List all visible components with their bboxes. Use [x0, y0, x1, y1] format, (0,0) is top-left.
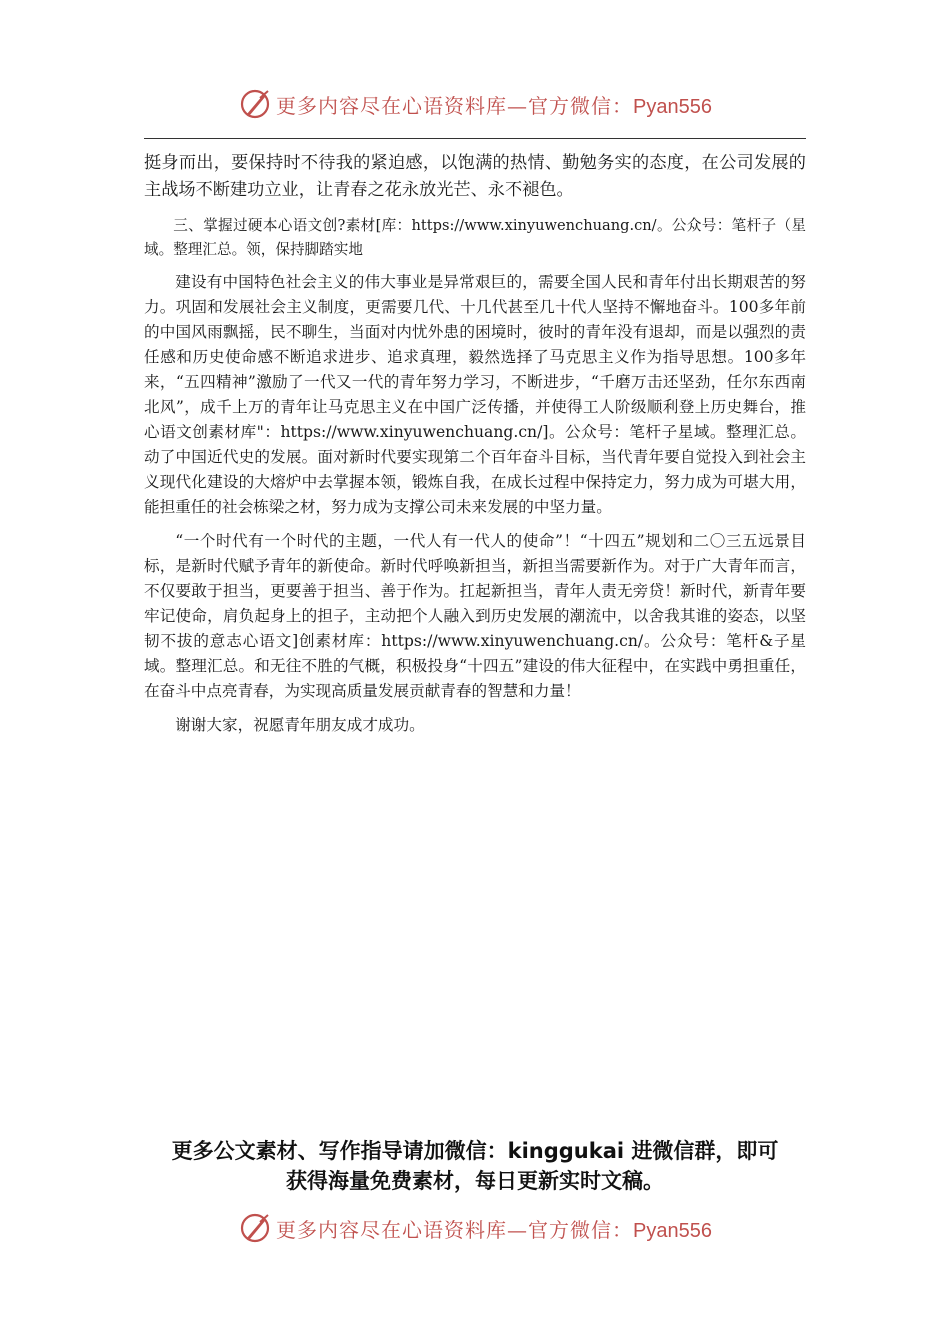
footer-brand-label: 更多内容尽在心语资料库—官方微信：: [276, 1217, 634, 1242]
footer-brand-handle: Pyan556: [633, 1219, 712, 1242]
quill-logo-icon: [238, 1211, 272, 1245]
header-divider: [144, 138, 806, 139]
footer-brand: [0, 1208, 950, 1248]
promo-line-2: 获得海量免费素材，每日更新实时文稿。: [286, 1169, 664, 1193]
header-brand-text: [276, 90, 712, 119]
paragraph-2: 三、掌握过硬本心语文创?素材[库：https://www.xinyuwenchuang.cn/。公众号：笔杆子（星域。整理汇总。领，保持脚踏实地: [144, 217, 806, 258]
document-body: [144, 150, 806, 747]
paragraph-5: 谢谢大家，祝愿青年朋友成才成功。: [175, 716, 425, 734]
quill-logo-icon: [238, 87, 272, 121]
header-brand-label: 更多内容尽在心语资料库—官方微信：: [276, 93, 634, 118]
promo-text: [0, 1136, 950, 1196]
header-brand: [0, 84, 950, 124]
paragraph-4: “一个时代有一个时代的主题，一代人有一代人的使命”！“十四五”规划和二〇三五远景目标，是新时代赋予青年的新使命。新时代呼唤新担当，新担当需要新作为。对于广大青年而言，不仅要敢于担当，更要善于担当、善于作为。扛起新担当，青年人责无旁贷！新时代，新青年要牢记使命，肩负起身上的担子，主动把个人融入到历史发展的潮流中，以舍我其谁的姿态，以坚韧不拔的意志心语文]创素材库：https://www.xinyuwenchuang.cn/。公众号：笔杆&子星域。整理汇总。和无往不胜的气概，积极投身“十四五”建设的伟大征程中，在实践中勇担重任， 在奋斗中点亮青春，为实现高质量发展贡献青春的智慧和力量！: [144, 532, 806, 700]
header-brand-handle: Pyan556: [633, 95, 712, 118]
paragraph-3: 建设有中国特色社会主义的伟大事业是异常艰巨的，需要全国人民和青年付出长期艰苦的努力。巩固和发展社会主义制度，更需要几代、十几代甚至几十代人坚持不懈地奋斗。100多年前的中国风雨飘摇，民不聊生，当面对内忧外患的困境时，彼时的青年没有退却，而是以强烈的责任感和历史使命感不断追求进步、追求真理，毅然选择了马克思主义作为指导思想。100多年来，“五四精神”激励了一代又一代的青年努力学习，不断进步，“千磨万击还坚劲，任尔东西南北风”，成千上万的青年让马克思主义在中国广泛传播，并使得工人阶级顺利登上历史舞台，推心语文创素材库"：https://www.xinyuwenchuang.cn/]。公众号：笔杆子星域。整理汇总。动了中国近代史的发展。面对新时代要实现第二个百年奋斗目标，当代青年要自觉投入到社会主义现代化建设的大熔炉中去掌握本领，锻炼自我，在成长过程中保持定力，努力成为可堪大用，能担重任的社会栋梁之材，努力成为支撑公司未来发展的中坚力量。: [144, 273, 806, 516]
promo-line-1: 更多公文素材、写作指导请加微信：kinggukai 进微信群，即可: [171, 1139, 779, 1163]
footer-brand-text: [276, 1214, 712, 1243]
paragraph-1: 挺身而出，要保持时不待我的紧迫感，以饱满的热情、勤勉务实的态度，在公司发展的主战场不断建功立业，让青春之花永放光芒、永不褪色。: [144, 153, 806, 200]
